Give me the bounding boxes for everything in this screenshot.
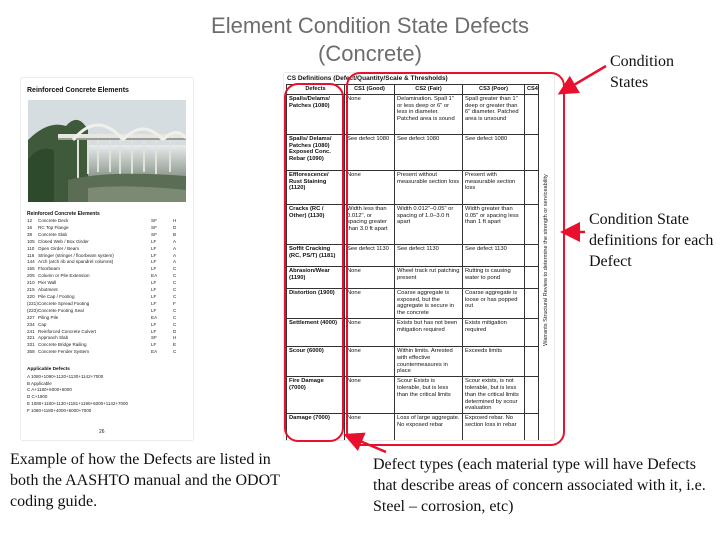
element-name: Concrete Deck xyxy=(38,218,69,223)
element-code: D xyxy=(173,224,177,230)
list-item: D C+1900 xyxy=(27,394,48,400)
table-cell: Soffit Cracking (RC, PS/T) (1181) xyxy=(287,244,345,266)
element-unit: LF xyxy=(151,328,157,334)
element-name: RC Top Flange xyxy=(38,224,69,230)
element-n: 38 xyxy=(27,231,33,237)
element-unit: LF xyxy=(151,293,157,299)
slide-title-line2: (Concrete) xyxy=(318,41,422,66)
element-n: 116 xyxy=(27,252,35,258)
element-unit: LF xyxy=(151,238,157,244)
list-item: A 1080+1090+1120+1130+1142+7000 xyxy=(27,374,104,379)
element-n: (221) xyxy=(27,300,38,306)
table-cell: See defect 1130 xyxy=(463,244,525,266)
element-name: Column or Pile Extension xyxy=(38,273,90,279)
table-cell: Exists but has not been mitigation required xyxy=(395,318,463,346)
element-name: Abutment xyxy=(38,287,58,293)
table-cell: Exists mitigation required xyxy=(463,318,525,346)
table-cell: None xyxy=(345,94,395,134)
table-cell: Present without measurable section loss xyxy=(395,170,463,204)
element-n: 16 xyxy=(27,224,33,230)
table-header: CS3 (Poor) xyxy=(463,85,525,95)
element-name: Floorbeam xyxy=(38,266,60,272)
element-name: Closed Web / Box Girder xyxy=(38,238,89,244)
element-unit: LF xyxy=(151,259,157,265)
element-unit: EA xyxy=(151,314,158,320)
table-cell: Exposed rebar. No section loss in rebar xyxy=(463,414,525,440)
table-header: CS4 xyxy=(525,85,539,95)
table-cell: Width greater than 0.05" or spacing less than 1 ft apart xyxy=(463,204,525,244)
element-n: 215 xyxy=(27,287,35,293)
caption-defect-types: Defect types (each material type will have Defects that describe areas of concern associated with it, i.e. Steel – corrosion, etc) xyxy=(373,456,706,515)
element-unit: LF xyxy=(151,307,157,313)
table-cell: Coarse aggregate is loose or has popped out xyxy=(463,288,525,318)
element-name: Concrete Footing Seal xyxy=(38,307,84,313)
element-n: 110 xyxy=(27,245,35,251)
element-unit: EA xyxy=(151,349,158,355)
element-code: C xyxy=(173,293,177,299)
element-code: C xyxy=(173,280,177,286)
page-number: 26 xyxy=(99,429,105,435)
element-name: Open Girder / Beam xyxy=(38,245,80,251)
element-code: B xyxy=(173,231,177,237)
element-unit: LF xyxy=(151,245,157,251)
element-code: C xyxy=(173,307,177,313)
element-n: 12 xyxy=(27,218,33,223)
table-cell: Rutting is causing water to pond xyxy=(463,266,525,288)
element-unit: SF xyxy=(151,335,157,341)
caption-left: Example of how the Defects are listed in both the AASHTO manual and the ODOT coding guide. xyxy=(10,451,280,510)
element-code: C xyxy=(173,266,177,272)
element-n: 105 xyxy=(27,238,35,244)
element-name: Concrete Slab xyxy=(38,231,68,237)
table-cell: Efflorescence/ Rust Staining (1120) xyxy=(287,170,345,204)
side-note-text: Warrants Structural Review to determine the strength or serviceability xyxy=(543,174,549,346)
callout-definitions: Condition State definitions for each Defect xyxy=(589,211,714,270)
table-cell: Wheel track rut patching present xyxy=(395,266,463,288)
table-cell: Within limits. Arrested with effective countermeasures in place xyxy=(395,346,463,376)
element-unit: EA xyxy=(151,273,158,279)
element-name: Pier Wall xyxy=(38,280,57,286)
table-cell: None xyxy=(345,346,395,376)
table-cell: Width 0.012"–0.05" or spacing of 1.0–3.0 ft apart xyxy=(395,204,463,244)
table-cell: Scour (6000) xyxy=(287,346,345,376)
table-cell: Present with measurable section loss xyxy=(463,170,525,204)
element-code: C xyxy=(173,314,177,320)
slide-title-line1: Element Condition State Defects xyxy=(211,13,529,38)
left-page-title: Reinforced Concrete Elements xyxy=(27,87,129,94)
element-name: Concrete Bridge Railing xyxy=(38,342,87,348)
table-cell: Damage (7000) xyxy=(287,414,345,440)
element-code: C xyxy=(173,321,177,327)
element-code: A xyxy=(173,245,177,251)
element-code: C xyxy=(173,287,177,293)
element-n: 220 xyxy=(27,293,35,299)
arrow-condition-states xyxy=(562,66,606,92)
element-code: C xyxy=(173,349,177,355)
list-item: C A+1180+6000+6000 xyxy=(27,387,72,393)
table-cell: Scour exists, is not tolerable, but is less than the critical limits determined by scour evaluation xyxy=(463,377,525,414)
table-cell: None xyxy=(345,170,395,204)
element-n: 234 xyxy=(27,321,35,327)
element-name: Cap xyxy=(38,321,47,327)
element-unit: SF xyxy=(151,231,157,237)
element-unit: SF xyxy=(151,224,157,230)
element-n: 321 xyxy=(27,335,35,341)
table-cell: None xyxy=(345,288,395,318)
element-code: H xyxy=(173,335,177,341)
table-cell: None xyxy=(345,266,395,288)
element-unit: LF xyxy=(151,300,157,306)
table-cell: Abrasion/Wear (1190) xyxy=(287,266,345,288)
element-n: 358 xyxy=(27,349,35,355)
table-cell: Cracks (RC / Other) (1130) xyxy=(287,204,345,244)
element-code: C xyxy=(173,273,177,279)
element-unit: LF xyxy=(151,321,157,327)
element-name: Piling Pile xyxy=(38,314,59,320)
element-code: H xyxy=(173,218,177,223)
element-n: 227 xyxy=(27,314,35,320)
table-cell: Loss of large aggregate. No exposed rebar xyxy=(395,414,463,440)
table-cell: Distortion (1900) xyxy=(287,288,345,318)
element-n: (223) xyxy=(27,307,38,313)
elements-heading: Reinforced Concrete Elements xyxy=(27,211,100,217)
element-n: 205 xyxy=(27,273,35,279)
element-unit: LF xyxy=(151,280,157,286)
table-cell: Spall greater than 1" deep or greater than 6" diameter. Patched area is unsound xyxy=(463,94,525,134)
table-cell: Spalls/ Delams/ Patches (1080) Exposed Conc. Rebar (1090) xyxy=(287,134,345,170)
element-name: Concrete Spread Footing xyxy=(38,300,90,306)
table-cell: See defect 1080 xyxy=(345,134,395,170)
table-cell: Delamination. Spall 1" or less deep or 6" or less in diameter. Patched area is sound xyxy=(395,94,463,134)
callout-condition-states: Condition States xyxy=(610,53,675,91)
table-cell: See defect 1130 xyxy=(345,244,395,266)
element-unit: LF xyxy=(151,342,157,348)
table-cell: See defect 1080 xyxy=(395,134,463,170)
element-code: A xyxy=(173,252,177,258)
cs-definitions-title: CS Definitions (Defect/Quantity/Scale & Thresholds) xyxy=(287,75,448,82)
element-name: Approach Slab xyxy=(38,335,69,341)
table-cell: Width less than 0.012", or spacing greater than 3.0 ft apart xyxy=(345,204,395,244)
element-code: E xyxy=(173,342,177,348)
element-unit: LF xyxy=(151,252,157,258)
table-header: Defects xyxy=(287,85,345,95)
table-cell: None xyxy=(345,377,395,414)
element-name: Pile Cap / Footing xyxy=(38,293,75,299)
table-cell: Scour Exists is tolerable, but is less than the critical limits xyxy=(395,377,463,414)
table-cell: Fire Damage (7000) xyxy=(287,377,345,414)
table-cell: None xyxy=(345,318,395,346)
element-n: 155 xyxy=(27,266,35,272)
element-name: Arch (arch rib and spandrel columns) xyxy=(38,259,114,265)
element-unit: LF xyxy=(151,287,157,293)
list-item: E 1080+1180+1130+1181+1190+6000+1142+7000 xyxy=(27,400,129,406)
element-name: Concrete Fender System xyxy=(38,349,90,355)
element-code: D xyxy=(173,328,177,334)
list-item: F 1080+1180+4000+6000+7000 xyxy=(27,407,92,413)
element-code: F xyxy=(173,300,176,306)
table-cell: Settlement (4000) xyxy=(287,318,345,346)
element-code: A xyxy=(173,238,177,244)
table-cell: See defect 1080 xyxy=(463,134,525,170)
table-cell: Spalls/Delams/ Patches (1080) xyxy=(287,94,345,134)
table-header: CS1 (Good) xyxy=(345,85,395,95)
table-cell: Exceeds limits xyxy=(463,346,525,376)
element-n: 331 xyxy=(27,342,35,348)
element-n: 210 xyxy=(27,280,35,286)
table-cell: See defect 1130 xyxy=(395,244,463,266)
table-header: CS2 (Fair) xyxy=(395,85,463,95)
element-code: A xyxy=(173,259,177,265)
table-cell: None xyxy=(345,414,395,440)
list-item: B Applicable xyxy=(27,380,52,386)
element-n: 144 xyxy=(27,259,35,265)
element-name: Stringer (stringer / floorbeam system) xyxy=(38,252,114,258)
arrow-defect-types xyxy=(348,436,386,452)
element-n: 241 xyxy=(27,328,35,334)
element-name: Reinforced Concrete Culvert xyxy=(38,328,96,334)
element-unit: SF xyxy=(151,218,157,223)
table-cell: Coarse aggregate is exposed, but the aggregate is secure in the concrete xyxy=(395,288,463,318)
applicable-defects-heading: Applicable Defects xyxy=(27,367,70,372)
element-unit: LF xyxy=(151,266,157,272)
